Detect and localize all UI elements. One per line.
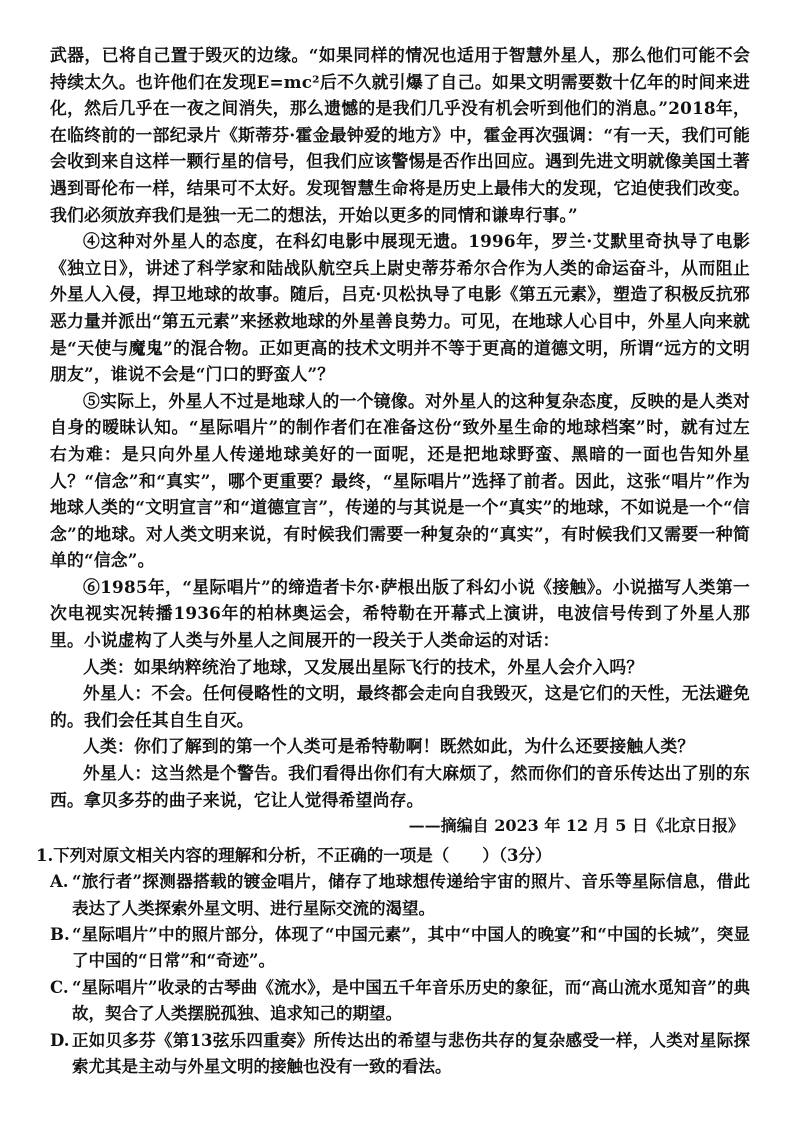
paragraph-3-continued: 武器，已将自己置于毁灭的边缘。“如果同样的情况也适用于智慧外星人，那么他们可能不会持续太久。也许他们在发现E=mc²后不久就引爆了自己。如果文明需要数十亿年的时间来进化，然后几乎在一夜之间消失，那么遗憾的是我们几乎没有机会听到他们的消息。”2018年，在临终前的一部纪录片《斯蒂芬·霍金最钟爱的地方》中，霍金再次强调：“有一天，我们可能会收到来自这样一颗行星的信号，但我们应该警惕是否作出回应。遇到先进文明就像美国土著遇到哥伦布一样，结果可不太好。发现智慧生命将是历史上最伟大的发现，它迫使我们改变。我们必须放弃我们是独一无二的想法，开始以更多的同情和谦卑行事。” [50, 45, 750, 225]
paragraph-5: ⑤实际上，外星人不过是地球人的一个镜像。对外星人的这种复杂态度，反映的是人类对自身的暧昧认知。“星际唱片”的制作者们在准备这份“致外星生命的地球档案”时，就有过左右为难：是只向外星人传递地球美好的一面呢，还是把地球野蛮、黑暗的一面也告知外星人？“信念”和“真实”，哪个更重要？最终，“星际唱片”选择了前者。因此，这张“唱片”作为地球人类的“文明宣言”和“道德宣言”，传递的与其说是一个“真实”的地球，不如说是一个“信念”的地球。对人类文明来说，有时候我们需要一种复杂的“真实”，有时候我们又需要一种简单的“信念”。 [50, 390, 750, 571]
option-c-letter: C. [50, 977, 69, 997]
dialogue-line-1: 人类：如果纳粹统治了地球，又发展出星际飞行的技术，外星人会介入吗？ [83, 656, 644, 677]
option-d-letter: D. [50, 1030, 70, 1050]
option-c [50, 975, 750, 1028]
source-citation: ——摘编自 2023 年 12 月 5 日《北京日报》 [408, 816, 744, 836]
option-a-text: “旅行者”探测器搭载的镀金唱片，储存了地球想传递给宇宙的照片、音乐等星际信息，借此表达了人类探索外星文明、进行星际交流的渴望。 [72, 872, 750, 918]
question-stem: 1.下列对原文相关内容的理解和分析，不正确的一项是（ ）（3分） [36, 846, 552, 866]
option-b-text: “星际唱片”中的照片部分，体现了“中国元素”，其中“中国人的晚宴”和“中国的长城”，突显了中国的“日常”和“奇迹”。 [72, 925, 750, 971]
option-a [50, 869, 750, 922]
dialogue-line-2: 外星人：不会。任何侵略性的文明，最终都会走向自我毁灭，这是它们的天性，无法避免的。我们会任其自生自灭。 [50, 683, 750, 730]
paragraph-4: ④这种对外星人的态度，在科幻电影中展现无遗。1996年，罗兰·艾默里奇执导了电影《独立日》，讲述了科学家和陆战队航空兵上尉史蒂芬希尔合作为人类的命运奋斗，从而阻止外星人入侵，捍卫地球的故事。随后，吕克·贝松执导了电影《第五元素》，塑造了积极反抗邪恶力量并派出“第五元素”来拯救地球的外星善良势力。可见，在地球人心目中，外星人向来就是“天使与魔鬼”的混合物。正如更高的技术文明并不等于更高的道德文明，所谓“远方的文明朋友”，谁说不会是“门口的野蛮人”？ [50, 231, 750, 385]
option-a-letter: A. [50, 872, 69, 892]
option-d-text: 正如贝多芬《第13弦乐四重奏》所传达出的希望与悲伤共存的复杂感受一样，人类对星际探索尤其是主动与外星文明的接触也没有一致的看法。 [72, 1030, 750, 1077]
dialogue-line-4: 外星人：这当然是个警告。我们看得出你们有大麻烦了，然而你们的音乐传达出了别的东西。拿贝多芬的曲子来说，它让人觉得希望尚存。 [50, 763, 750, 810]
option-b-letter: B. [50, 925, 70, 945]
option-d [50, 1028, 750, 1081]
paragraph-6: ⑥1985年，“星际唱片”的缔造者卡尔·萨根出版了科幻小说《接触》。小说描写人类第一次电视实况转播1936年的柏林奥运会，希特勒在开幕式上演讲，电波信号传到了外星人那里。小说虚构了人类与外星人之间展开的一段关于人类命运的对话： [50, 576, 750, 651]
option-c-text: “星际唱片”收录的古琴曲《流水》，是中国五千年音乐历史的象征，而“高山流水觅知音”的典故，契合了人类摆脱孤独、追求知己的期望。 [72, 977, 750, 1024]
dialogue-line-3: 人类：你们了解到的第一个人类可是希特勒啊！既然如此，为什么还要接触人类？ [83, 736, 695, 757]
option-b [50, 922, 750, 975]
